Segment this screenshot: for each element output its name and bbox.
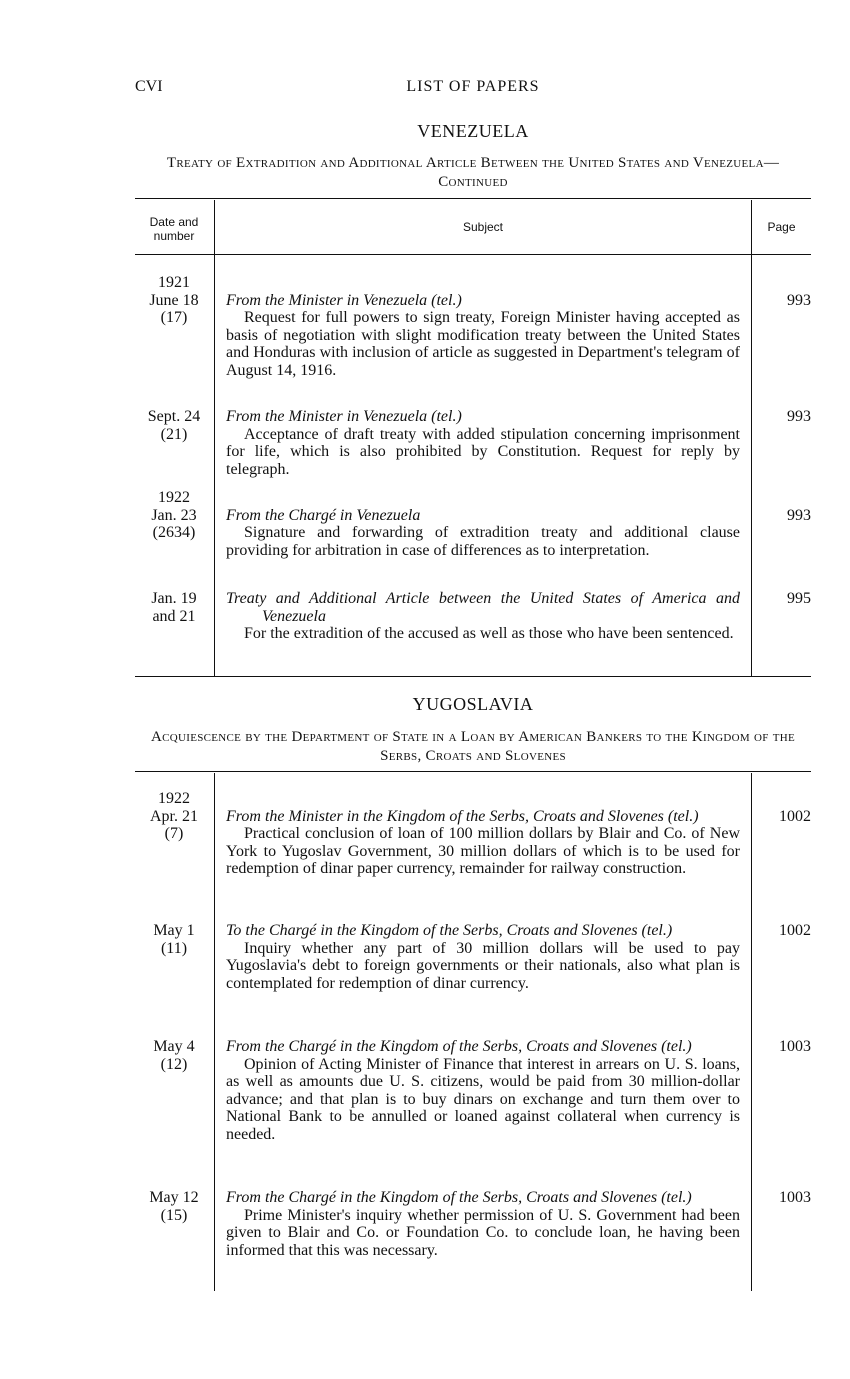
entry-correspondent: From the Minister in the Kingdom of the Serbs, Croats and Slovenes (tel.) bbox=[226, 807, 699, 825]
papers-table bbox=[135, 198, 811, 678]
table-top-rule bbox=[135, 771, 811, 772]
column-divider bbox=[214, 773, 215, 1291]
entry-date: Sept. 24 (21) bbox=[147, 408, 201, 443]
entry-date: May 1 (11) bbox=[153, 922, 195, 957]
running-head bbox=[135, 78, 811, 100]
topic-heading: Treaty of Extradition and Additional Article Between the United States and Venezuela—Continued bbox=[166, 155, 780, 190]
header-page: Page bbox=[767, 220, 796, 234]
entry-correspondent: From the Chargé in Venezuela bbox=[226, 506, 421, 524]
table-top-rule bbox=[135, 198, 811, 199]
topic-heading: Acquiescence by the Department of State in a Loan by American Bankers to the Kingdom of the Serbs, Croats and Slovenes bbox=[150, 729, 796, 764]
entry-page: 993 bbox=[787, 291, 811, 309]
entry-page: 1003 bbox=[779, 1189, 811, 1206]
entry-subject bbox=[226, 808, 740, 878]
entry-subject bbox=[226, 590, 740, 643]
entry-description: Inquiry whether any part of 30 million dollars will be used to pay Yugoslavia's debt to foreign governments or their nationals, also what plan is contemplated for redemption of dinar currency. bbox=[226, 939, 740, 992]
papers-table bbox=[135, 771, 811, 1293]
entry-correspondent: From the Minister in Venezuela (tel.) bbox=[226, 291, 462, 309]
entry-correspondent: From the Minister in Venezuela (tel.) bbox=[226, 408, 462, 425]
entry-subject bbox=[226, 1038, 740, 1143]
folio: CVI bbox=[135, 78, 163, 95]
country-heading: YUGOSLAVIA bbox=[412, 694, 534, 714]
column-divider bbox=[214, 200, 215, 676]
entry-subject bbox=[226, 922, 740, 992]
entry-page: 993 bbox=[787, 408, 811, 425]
running-title: LIST OF PAPERS bbox=[406, 78, 540, 95]
entry-correspondent: To the Chargé in the Kingdom of the Serbs, Croats and Slovenes (tel.) bbox=[226, 922, 673, 939]
header-subject: Subject bbox=[462, 220, 504, 234]
header-date: Date and number bbox=[149, 215, 199, 243]
entry-subject bbox=[226, 292, 740, 380]
header-rule bbox=[135, 254, 811, 255]
table-bottom-rule bbox=[135, 676, 811, 677]
entry-page: 1003 bbox=[779, 1038, 811, 1055]
entry-description: Practical conclusion of loan of 100 million dollars by Blair and Co. of New York to Yugoslav Government, 30 million dollars of which is to be used for redemption of dinar paper currency, remainder for railway construction. bbox=[226, 825, 740, 877]
entry-description: For the extradition of the accused as well as those who have been sentenced. bbox=[244, 625, 734, 642]
entry-page: 993 bbox=[787, 506, 811, 524]
entry-correspondent: From the Chargé in the Kingdom of the Serbs, Croats and Slovenes (tel.) bbox=[226, 1189, 692, 1206]
entry-page: 995 bbox=[787, 590, 811, 607]
entry-date: 1922 Jan. 23 (2634) bbox=[151, 489, 197, 541]
column-divider bbox=[751, 773, 752, 1291]
entry-subject bbox=[226, 408, 740, 478]
entry-date: 1922 Apr. 21 (7) bbox=[150, 790, 198, 842]
entry-description: Request for full powers to sign treaty, Foreign Minister having accepted as basis of negotiation with slight modification treaty between the United States and Honduras with inclusion of article as suggested in Department's telegram of August 14, 1916. bbox=[226, 309, 740, 379]
entry-description: Acceptance of draft treaty with added stipulation concerning imprisonment for life, which is also prohibited by Constitution. Request for reply by telegraph. bbox=[226, 425, 740, 478]
entry-description: Prime Minister's inquiry whether permission of U. S. Government had been given to Blair and Co. or Foundation Co. to conclude loan, he having been informed that this was necessary. bbox=[226, 1206, 740, 1259]
column-divider bbox=[751, 200, 752, 676]
entry-page: 1002 bbox=[779, 807, 811, 825]
entry-date: Jan. 19 and 21 bbox=[151, 590, 197, 625]
entry-subject bbox=[226, 1189, 740, 1259]
entry-correspondent: From the Chargé in the Kingdom of the Serbs, Croats and Slovenes (tel.) bbox=[226, 1038, 692, 1055]
entry-page: 1002 bbox=[779, 922, 811, 939]
entry-description: Signature and forwarding of extradition treaty and additional clause providing for arbitration in case of differences as to interpretation. bbox=[226, 524, 740, 559]
entry-description: Opinion of Acting Minister of Finance that interest in arrears on U. S. loans, as well as amounts due U. S. citizens, would be paid from 30 million-dollar advance; and that plan is to buy dinars on exchange and turn them over to National Bank to be annulled or loaned against collateral when currency is needed. bbox=[226, 1055, 740, 1143]
entry-correspondent: Treaty and Additional Article between the United States of America and Venezuela bbox=[226, 590, 740, 625]
country-heading: VENEZUELA bbox=[417, 121, 529, 141]
entry-date: 1921 June 18 (17) bbox=[149, 274, 199, 326]
entry-date: May 4 (12) bbox=[153, 1038, 195, 1073]
entry-subject bbox=[226, 507, 740, 560]
entry-date: May 12 (15) bbox=[149, 1189, 199, 1224]
